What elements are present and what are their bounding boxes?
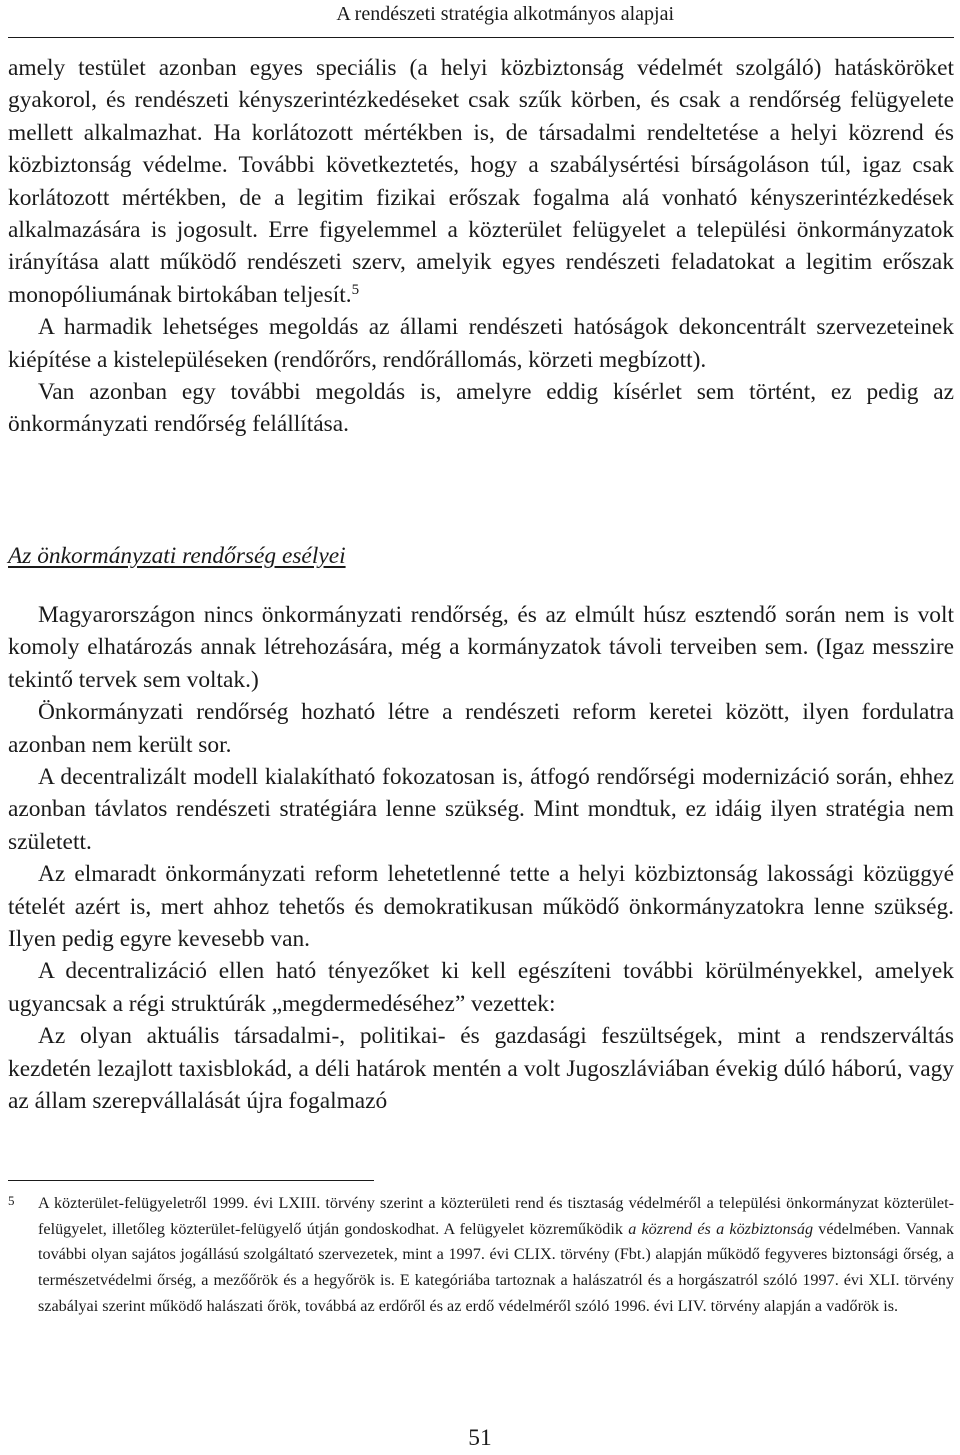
section-paragraph: Önkormányzati rendőrség hozható létre a rendészeti reform keretei között, ilyen fordulatra azonban nem került sor. [8, 699, 954, 758]
section-body [8, 599, 954, 1118]
section-paragraph: A decentralizált modell kialakítható fokozatosan is, átfogó rendőrségi modernizáció során, ehhez azonban távlatos rendészeti stratégiára lenne szükség. Mint mondtuk, ez idáig ilyen stratégia nem született. [8, 764, 954, 855]
footnote-text [38, 1191, 954, 1320]
header-rule [8, 37, 954, 38]
footnote-italic-phrase: a közrend és a közbiztonság [628, 1219, 814, 1238]
footnote [8, 1191, 954, 1320]
page-number: 51 [468, 1425, 492, 1451]
footnote-mark: 5 [8, 1193, 15, 1208]
footnote-reference[interactable]: 5 [351, 281, 360, 298]
footnote-text-part: védelmében. Vannak további olyan sajátos jogállású szolgáltató szervezetek, mint a 1997. évi CLIX. törvény (Fbt.) alapján működő fegyveres biztonsági őrség, a természetvédelmi őrség, a mezőőrök és a hegyőrök is. E kategóriába tartoznak a halászatról és a horgászatról szóló 1997. évi XLI. törvény szabályai szerint működő halászati őrök, továbbá az erdőről és az erdő védelméről szóló 1996. évi LIV. törvény alapján a vadőrök is. [38, 1219, 954, 1315]
section-heading: Az önkormányzati rendőrség esélyei [8, 543, 346, 569]
section-paragraph: Az olyan aktuális társadalmi-, politikai- és gazdasági feszültségek, mint a rendszerváltás kezdetén lezajlott taxisblokád, a déli határok mentén a volt Jugoszláviában évekig dúló háború, vagy az állam szerepvállalását újra fogalmazó [8, 1023, 954, 1115]
footnote-separator [8, 1180, 374, 1181]
section-paragraph: Magyarországon nincs önkormányzati rendőrség, és az elmúlt húsz esztendő során nem is volt komoly elhatározás annak létrehozására, még a kormányzatok távoli terveiben sem. (Igaz messzire tekintő tervek sem voltak.) [8, 602, 954, 693]
section-paragraph: Az elmaradt önkormányzati reform lehetetlenné tette a helyi közbiztonság lakossági közüggyé tételét azért is, mert ahhoz tehetős és demokratikusan működő önkormányzatokra lenne szükség. Ilyen pedig egyre kevesebb van. [8, 861, 954, 953]
paragraph-1-text: amely testület azonban egyes speciális (a helyi közbiztonság védelmét szolgáló) hatásköröket gyakorol, és rendészeti kényszerintézkedéseket csak szűk körben, és csak a rendőrség felügyelete mellett alkalmazhat. Ha korlátozott mértékben is, de társadalmi rendeltetése a helyi közrend és közbiztonság védelme. További következtetés, hogy a szabálysértési bírságoláson túl, igaz csak korlátozott mértékben, de a legitim fizikai erőszak fogalma alá vonható kényszerintézkedések alkalmazására is jogosult. Erre figyelemmel a közterület felügyelet a települési önkormányzatok irányítása alatt működő rendészeti szerv, amelyik egyes rendészeti feladatokat a legitim erőszak monopóliumának birtokában teljesít. [8, 55, 954, 308]
paragraph-3: Van azonban egy további megoldás is, amelyre eddig kísérlet sem történt, ez pedig az önkormányzati rendőrség felállítása. [8, 379, 954, 438]
footnote-text-part: A közterület-felügyeletről 1999. évi LXIII. törvény szerint a közterületi rend és tisztaság védelméről a települési önkormányzat közterület-felügyelet, illetőleg közterület-felügyelő útján gondoskodhat. A felügyelet közreműködik [38, 1194, 954, 1238]
body-text [8, 52, 954, 441]
paragraph-2: A harmadik lehetséges megoldás az állami rendészeti hatóságok dekoncentrált szervezeteinek kiépítése a kistelepüléseken (rendőrőrs, rendőrállomás, körzeti megbízott). [8, 314, 954, 373]
running-header: A rendészeti stratégia alkotmányos alapjai [336, 3, 674, 25]
section-paragraph: A decentralizáció ellen ható tényezőket ki kell egészíteni további körülményekkel, amelyek ugyancsak a régi struktúrák „megdermedéséhez” vezettek: [8, 958, 954, 1017]
paragraph-1 [8, 52, 954, 311]
